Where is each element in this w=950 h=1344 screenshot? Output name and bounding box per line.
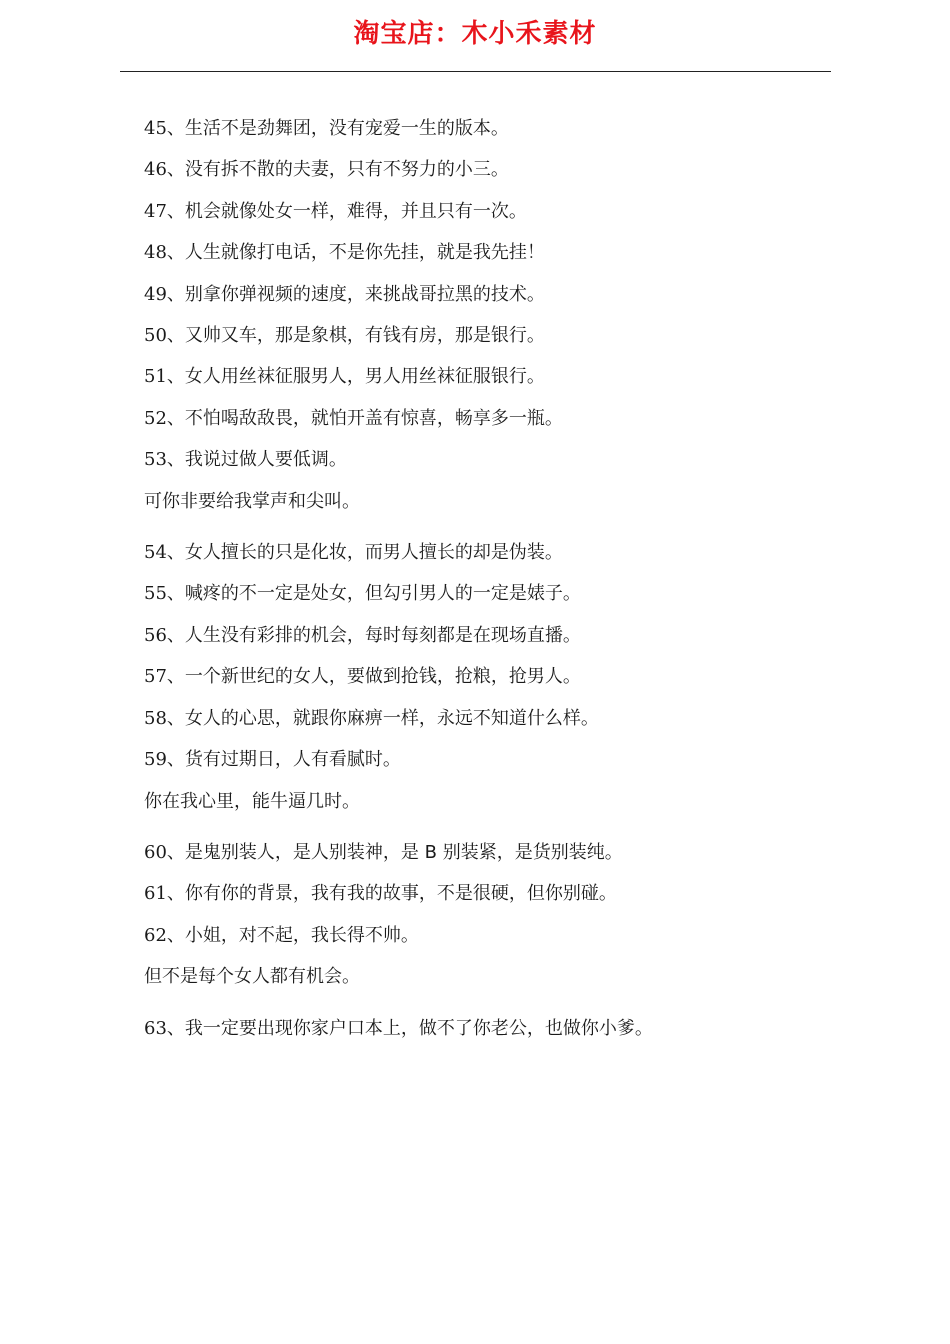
quote-line [144,873,844,914]
quote-number: 56 [144,624,167,646]
quote-line [144,356,844,397]
quote-continuation [144,956,844,997]
header-title: 淘宝店：木小禾素材 [353,19,597,49]
quote-continuation [144,481,844,522]
quote-line [144,532,844,573]
quote-number: 58 [144,707,167,729]
quote-number: 45 [144,118,167,139]
quote-text: 、不怕喝敌敌畏，就怕开盖有惊喜，畅享多一瓶。 [166,407,563,429]
quote-text: 、没有拆不散的夫妻，只有不努力的小三。 [166,159,509,181]
quote-number: 57 [144,666,167,688]
quote-text: 、喊疼的不一定是处女，但勾引男人的一定是婊子。 [166,583,581,605]
quote-text: 、女人的心思，就跟你麻痹一样，永远不知道什么样。 [166,707,599,729]
quote-text: 、女人擅长的只是化妆，而男人擅长的却是伪装。 [166,542,563,564]
quote-number: 53 [144,449,167,471]
quote-text: 、机会就像处女一样，难得，并且只有一次。 [166,200,527,222]
page-header [0,14,950,54]
quote-text: 但不是每个女人都有机会。 [144,966,360,988]
quote-text: 可你非要给我掌声和尖叫。 [144,490,360,512]
quote-line [144,315,844,356]
quote-text: 、我一定要出现你家户口本上，做不了你老公，也做你小爹。 [166,1017,653,1039]
quote-number: 49 [144,283,167,305]
quote-text: 、是鬼别装人，是人别装神，是 B 别装紧，是货别装纯。 [166,841,623,863]
quote-line [144,832,844,873]
quote-number: 63 [144,1017,167,1039]
quote-text: 、女人用丝袜征服男人，男人用丝袜征服银行。 [166,366,545,388]
quote-number: 55 [144,583,167,605]
quote-number: 50 [144,325,167,347]
quote-continuation [144,781,844,822]
quote-line [144,398,844,439]
quote-line [144,191,844,232]
quote-text: 、别拿你弹视频的速度，来挑战哥拉黑的技术。 [166,283,545,305]
quote-text: 、一个新世纪的女人，要做到抢钱，抢粮，抢男人。 [166,666,581,688]
header-divider [120,71,831,72]
quote-line [144,656,844,697]
quote-number: 48 [144,242,167,264]
quote-line [144,274,844,315]
quote-text: 、货有过期日，人有看腻时。 [166,749,401,771]
quote-text: 、人生没有彩排的机会，每时每刻都是在现场直播。 [166,624,581,646]
quote-line [144,149,844,190]
quote-text: 、生活不是劲舞团，没有宠爱一生的版本。 [166,118,509,139]
quote-text: 、你有你的背景，我有我的故事，不是很硬，但你别碰。 [166,883,617,905]
quote-number: 47 [144,200,167,222]
quote-line [144,108,844,149]
quote-line [144,915,844,956]
quote-line [144,739,844,780]
quote-number: 59 [144,749,167,771]
quote-number: 52 [144,407,167,429]
quote-line [144,439,844,480]
quote-number: 62 [144,924,167,946]
quote-number: 46 [144,159,167,181]
quote-text: 、我说过做人要低调。 [166,449,347,471]
quote-text: 你在我心里，能牛逼几时。 [144,790,360,812]
quote-line [144,232,844,273]
quote-line [144,1008,844,1049]
quote-text: 、小姐，对不起，我长得不帅。 [166,924,419,946]
quote-number: 54 [144,542,167,564]
quote-line [144,615,844,656]
quote-text: 、人生就像打电话，不是你先挂，就是我先挂！ [166,242,545,264]
quote-line [144,698,844,739]
quote-number: 51 [144,366,167,388]
quote-text: 、又帅又车，那是象棋，有钱有房，那是银行。 [166,325,545,347]
quote-number: 61 [144,883,167,905]
quote-number: 60 [144,841,167,863]
quote-list [144,108,844,1049]
quote-line [144,573,844,614]
